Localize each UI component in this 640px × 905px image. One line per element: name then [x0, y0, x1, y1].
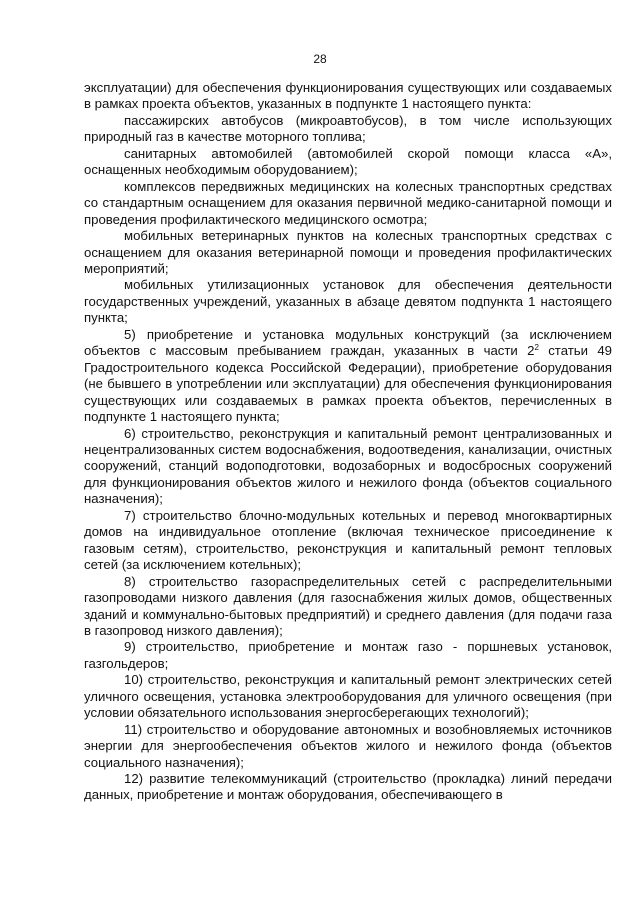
paragraph-veterinary-units: мобильных ветеринарных пунктов на колесных транспортных средствах с оснащением для оказания ветеринарной помощи и проведения профилактических мероприятий;: [84, 228, 612, 276]
superscript: 2: [534, 343, 539, 353]
paragraph-disposal-units: мобильных утилизационных установок для обеспечения деятельности государственных учреждений, указанных в абзаце девятом подпункта 1 настоящего пункта;: [84, 277, 612, 326]
item-5-text-continued: статьи 49 Градостроительного кодекса Российской Федерации), приобретение оборудования (не бывшего в употреблении или эксплуатации) для обеспечения функционирования существующих или создаваемых в рамках проекта объектов, перечисленных в подпункте 1 настоящего пункта;: [84, 343, 612, 425]
paragraph-item-11: 11) строительство и оборудование автономных и возобновляемых источников энергии для энергообеспечения объектов жилого и нежилого фонда (объектов социального назначения);: [84, 721, 612, 770]
item-5-text: 5) приобретение и установка модульных конструкций (за исключением объектов с массовым пребыванием граждан, указанных в части 2: [84, 326, 612, 359]
paragraph-item-5: [84, 327, 612, 426]
paragraph-item-6: 6) строительство, реконструкция и капитальный ремонт централизованных и нецентрализованных систем водоснабжения, водоотведения, канализации, очистных сооружений, станций водоподготовки, водозаборных и водосбросных сооружений для функционирования объектов жилого и нежилого фонда (объектов социального назначения);: [84, 425, 612, 507]
page-number: 28: [313, 52, 327, 66]
paragraph-item-8: 8) строительство газораспределительных сетей с распределительными газопроводами низкого давления (для газоснабжения жилых домов, общественных зданий и коммунально-бытовых предприятий) и среднего давления (для подачи газа в газопровод низкого давления);: [84, 573, 612, 638]
paragraph-ambulances: санитарных автомобилей (автомобилей скорой помощи класса «А», оснащенных необходимым оборудованием);: [84, 145, 612, 178]
paragraph-medical-complexes: комплексов передвижных медицинских на колесных транспортных средствах со стандартным оснащением для оказания первичной медико-санитарной помощи и проведения профилактического медицинского осмотра;: [84, 178, 612, 227]
body-text: [84, 80, 612, 804]
paragraph-item-12: 12) развитие телекоммуникаций (строительство (прокладка) линий передачи данных, приобретение и монтаж оборудования, обеспечивающего в: [84, 771, 612, 803]
paragraph-item-10: 10) строительство, реконструкция и капитальный ремонт электрических сетей уличного освещения, установка электрооборудования для уличного освещения (при условии обязательного использования энергосберегающих технологий);: [84, 672, 612, 721]
paragraph-buses: пассажирских автобусов (микроавтобусов), в том числе использующих природный газ в качестве моторного топлива;: [84, 112, 612, 145]
paragraph-item-9: 9) строительство, приобретение и монтаж газо - поршневых установок, газгольдеров;: [84, 639, 612, 671]
paragraph-item-7: 7) строительство блочно-модульных котельных и перевод многоквартирных домов на индивидуальное отопление (включая техническое присоединение к газовым сетям), строительство, реконструкция и капитальный ремонт тепловых сетей (за исключением котельных);: [84, 507, 612, 573]
paragraph-continuation: эксплуатации) для обеспечения функционирования существующих или создаваемых в рамках проекта объектов, указанных в подпункте 1 настоящего пункта:: [84, 80, 612, 112]
